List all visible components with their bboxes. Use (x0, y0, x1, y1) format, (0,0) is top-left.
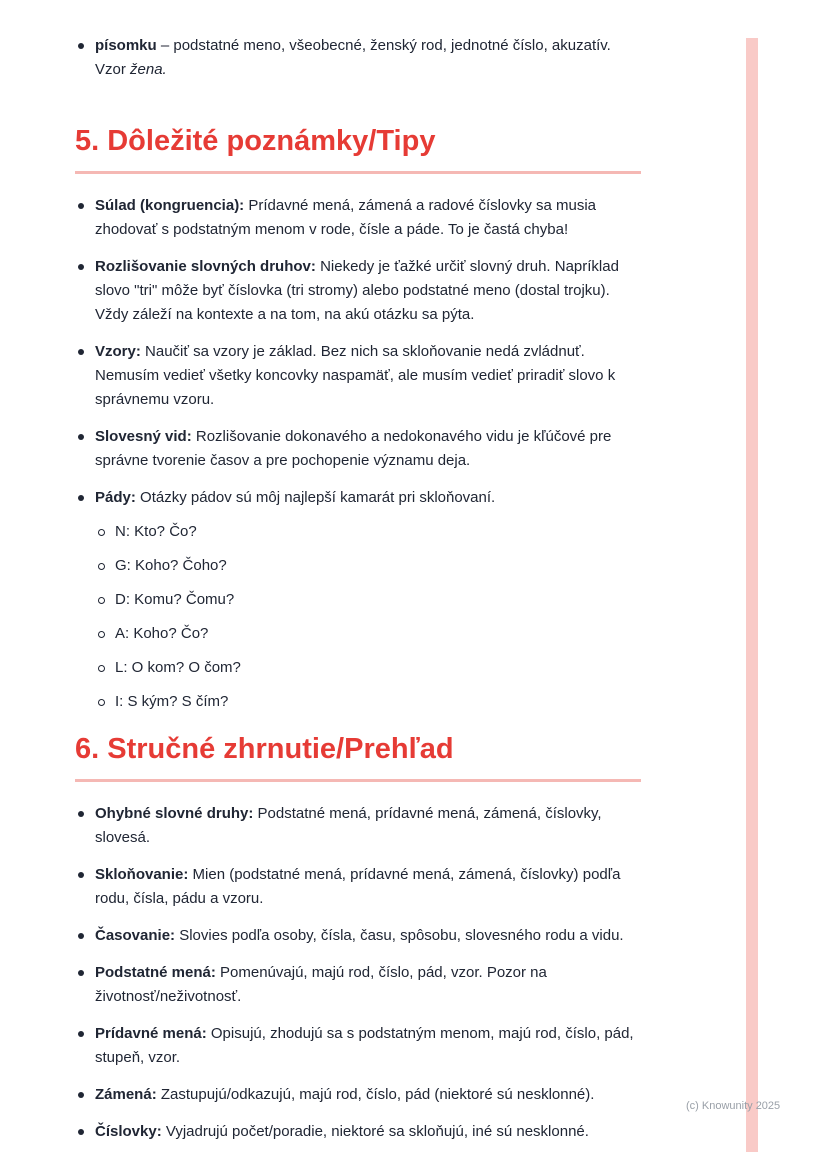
item-example-italic: žena. (130, 61, 167, 78)
item-lead: Časovanie: (95, 926, 176, 944)
item-lead: Skloňovanie: (95, 865, 189, 883)
item-text: Rozlišovanie dokonavého a nedokonavého vidu je kľúčové pre správne tvorenie časov a pre pochopenie významu deja. (95, 427, 612, 469)
case-item: L: O kom? O čom? (95, 656, 641, 680)
item-text: – podstatné meno, všeobecné, ženský rod, jednotné číslo, akuzatív. Vzor (95, 37, 611, 78)
item-lead: Číslovky: (95, 1122, 162, 1140)
item-text: Pomenúvajú, majú rod, číslo, pád, vzor. Pozor na životnosť/neživotnosť. (95, 963, 547, 1005)
case-item: D: Komu? Čomu? (95, 588, 641, 612)
item-lead: Podstatné mená: (95, 963, 216, 981)
item-lead: Rozlišovanie slovných druhov: (95, 257, 316, 275)
list-item (75, 1022, 641, 1070)
list-item (75, 255, 641, 327)
item-text: Mien (podstatné mená, prídavné mená, zámená, číslovky) podľa rodu, čísla, pádu a vzoru. (95, 865, 621, 907)
document-content (75, 34, 641, 1157)
top-note-list (75, 34, 641, 82)
item-text: Opisujú, zhodujú sa s podstatným menom, majú rod, číslo, pád, stupeň, vzor. (95, 1024, 634, 1066)
list-item (75, 1120, 641, 1144)
list-item (75, 802, 641, 850)
copyright-watermark: (c) Knowunity 2025 (686, 1100, 781, 1112)
case-item: A: Koho? Čo? (95, 622, 641, 646)
item-lead: Slovesný vid: (95, 427, 192, 445)
item-text: Slovies podľa osoby, čísla, času, spôsobu, slovesného rodu a vidu. (179, 926, 624, 944)
item-lead: Súlad (kongruencia): (95, 196, 245, 214)
item-lead: písomku (95, 37, 157, 54)
section-6-list (75, 802, 641, 1144)
list-item (75, 961, 641, 1009)
item-text: Otázky pádov sú môj najlepší kamarát pri skloňovaní. (140, 488, 496, 506)
item-lead: Pády: (95, 488, 136, 506)
section-6-heading: 6. Stručné zhrnutie/Prehľad (75, 732, 641, 782)
list-item (75, 1083, 641, 1107)
case-item: I: S kým? S čím? (95, 690, 641, 714)
item-text: Prídavné mená, zámená a radové číslovky sa musia zhodovať s podstatným menom v rode, čísle a páde. To je častá chyba! (95, 196, 597, 238)
section-5-list (75, 194, 641, 714)
item-lead: Prídavné mená: (95, 1024, 207, 1042)
case-item: N: Kto? Čo? (95, 520, 641, 544)
item-text: Vyjadrujú počet/poradie, niektoré sa skloňujú, iné sú nesklonné. (165, 1122, 589, 1140)
case-item: G: Koho? Čoho? (95, 554, 641, 578)
item-text: Naučiť sa vzory je základ. Bez nich sa skloňovanie nedá zvládnuť. Nemusím vedieť všetky koncovky naspamäť, ale musím vedieť priradiť slovo k správnemu vzoru. (95, 342, 616, 408)
vertical-accent-bar (746, 38, 758, 1152)
list-item (75, 34, 641, 82)
list-item (75, 924, 641, 948)
item-text: Niekedy je ťažké určiť slovný druh. Napríklad slovo "tri" môže byť číslovka (tri stromy) alebo podstatné meno (dostal trojku). Vždy záleží na kontexte a na tom, na akú otázku sa pýta. (95, 257, 619, 323)
item-text: Podstatné mená, prídavné mená, zámená, číslovky, slovesá. (95, 804, 602, 846)
list-item (75, 863, 641, 911)
item-lead: Ohybné slovné druhy: (95, 804, 254, 822)
section-5-heading: 5. Dôležité poznámky/Tipy (75, 124, 641, 174)
item-lead: Zámená: (95, 1085, 157, 1103)
list-item (75, 194, 641, 242)
item-text: Zastupujú/odkazujú, majú rod, číslo, pád (niektoré sú nesklonné). (160, 1085, 595, 1103)
list-item (75, 425, 641, 473)
item-lead: Vzory: (95, 342, 141, 360)
list-item (75, 486, 641, 714)
cases-list (95, 520, 641, 714)
list-item (75, 340, 641, 412)
